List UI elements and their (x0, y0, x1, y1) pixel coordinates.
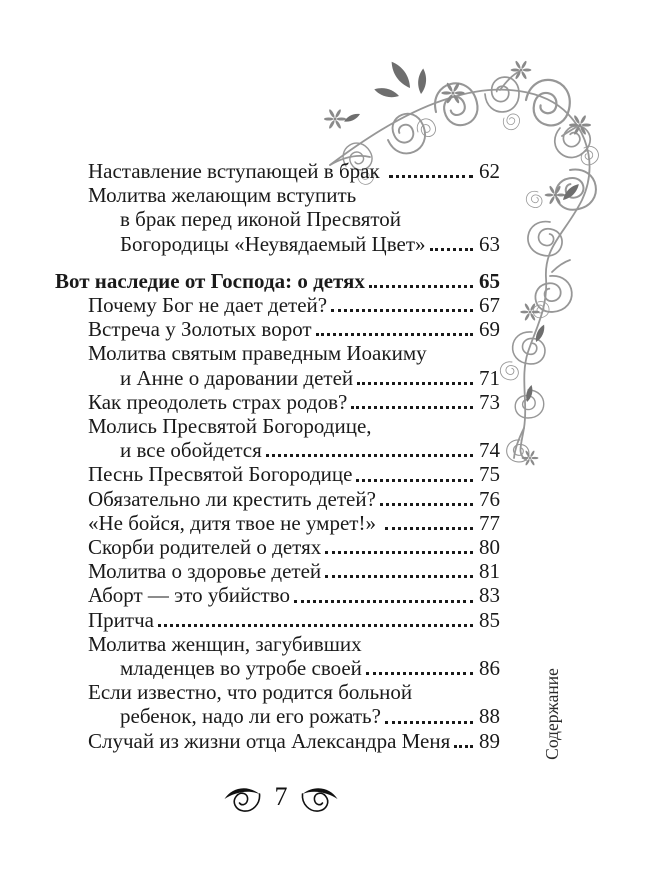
toc-entry-title: Молись Пресвятой Богородице, (88, 414, 372, 439)
toc-page-number: 73 (479, 389, 500, 414)
table-of-contents (55, 159, 500, 753)
toc-line (55, 183, 500, 207)
toc-entry (55, 183, 500, 256)
toc-entry-title: «Не бойся, дитя твое не умрет!» (88, 510, 382, 535)
toc-page-number: 63 (479, 231, 500, 256)
toc-line (55, 159, 500, 183)
toc-entry (55, 535, 500, 559)
toc-leader-dots (369, 285, 473, 288)
toc-entry-title: младенцев во утробе своей (120, 656, 362, 681)
toc-page-number: 62 (479, 159, 500, 183)
toc-line (55, 341, 500, 365)
toc-line (55, 462, 500, 486)
toc-entry (55, 608, 500, 632)
toc-entry-title: Аборт — это убийство (88, 583, 291, 608)
toc-entry-title: Молитва о здоровье детей (88, 559, 322, 584)
toc-entry-title: Если известно, что родится больной (88, 680, 413, 705)
toc-leader-dots (266, 454, 473, 457)
toc-page-number: 85 (479, 607, 500, 632)
chapter-tab-label: Содержание (542, 668, 562, 760)
toc-entry (55, 317, 500, 341)
toc-page-number: 76 (479, 486, 500, 511)
toc-entry-title: Случай из жизни отца Александра Меня (88, 728, 451, 753)
toc-line (55, 559, 500, 583)
toc-entry-title: и все обойдется (120, 438, 262, 463)
toc-page-number: 75 (479, 462, 500, 487)
toc-line (55, 317, 500, 341)
toc-page-number: 88 (479, 704, 500, 729)
toc-entry (55, 729, 500, 753)
toc-leader-dots (158, 624, 473, 627)
toc-page-number: 77 (479, 510, 500, 535)
toc-entry-title: ребенок, надо ли его рожать? (120, 704, 381, 729)
toc-page-number: 86 (479, 656, 500, 681)
toc-entry-title: Богородицы «Неувядаемый Цвет» (120, 231, 426, 256)
toc-line (55, 535, 500, 559)
toc-line (55, 269, 500, 293)
toc-leader-dots (385, 527, 473, 530)
toc-line (55, 632, 500, 656)
toc-leader-dots (385, 721, 473, 724)
toc-page-number: 74 (479, 438, 500, 463)
toc-leader-dots (366, 672, 473, 675)
toc-entry (55, 632, 500, 680)
page-number: 7 (274, 782, 288, 811)
toc-line (55, 414, 500, 438)
toc-page-number: 67 (479, 293, 500, 318)
toc-entry-title: в брак перед иконой Пресвятой (120, 207, 402, 232)
toc-entry-title: Молитва святым праведным Иоакиму (88, 341, 427, 366)
footer-swirl-left-icon (224, 784, 262, 814)
toc-entry-title: Молитва желающим вступить (88, 183, 357, 208)
toc-page-number: 83 (479, 583, 500, 608)
toc-page-number: 81 (479, 559, 500, 584)
toc-entry-title: Как преодолеть страх родов? (88, 389, 348, 414)
toc-line (55, 293, 500, 317)
toc-entry-title: Песнь Пресвятой Богородице (88, 462, 353, 487)
toc-line (55, 608, 500, 632)
toc-entry (55, 293, 500, 317)
toc-page-number: 71 (479, 365, 500, 390)
toc-entry (55, 583, 500, 607)
toc-line (55, 438, 500, 462)
toc-entry (55, 159, 500, 183)
toc-entry (55, 390, 500, 414)
toc-leader-dots (351, 406, 473, 409)
toc-page-number: 89 (479, 728, 500, 753)
toc-entry-title: и Анне о даровании детей (120, 365, 354, 390)
toc-leader-dots (325, 551, 473, 554)
toc-leader-dots (454, 745, 473, 748)
toc-entry-title: Наставление вступающей в брак (88, 159, 385, 183)
toc-line (55, 487, 500, 511)
toc-line (55, 366, 500, 390)
footer-swirl-right-icon (301, 784, 339, 814)
toc-page-number: 65 (479, 268, 500, 293)
toc-line (55, 704, 500, 728)
toc-entry-title: Скорби родителей о детях (88, 535, 322, 560)
toc-entry (55, 680, 500, 728)
toc-leader-dots (380, 503, 473, 506)
page-footer (224, 782, 339, 816)
toc-entry (55, 487, 500, 511)
toc-entry (55, 341, 500, 389)
toc-line (55, 232, 500, 256)
toc-leader-dots (357, 382, 473, 385)
toc-entry-title: Молитва женщин, загубивших (88, 631, 362, 656)
toc-line (55, 680, 500, 704)
toc-line (55, 207, 500, 231)
toc-entry-title: Притча (88, 607, 154, 632)
toc-entry-title: Встреча у Золотых ворот (88, 317, 312, 342)
toc-entry (55, 414, 500, 462)
toc-line (55, 583, 500, 607)
toc-leader-dots (294, 600, 473, 603)
toc-leader-dots (389, 175, 473, 178)
toc-entry-title: Обязательно ли крестить детей? (88, 486, 376, 511)
toc-leader-dots (356, 479, 473, 482)
toc-line (55, 390, 500, 414)
toc-leader-dots (325, 575, 473, 578)
toc-leader-dots (331, 309, 473, 312)
toc-line (55, 729, 500, 753)
toc-line (55, 656, 500, 680)
toc-leader-dots (430, 248, 474, 251)
toc-line (55, 511, 500, 535)
toc-section-entry (55, 269, 500, 293)
toc-entry (55, 559, 500, 583)
toc-entry-title: Вот наследие от Господа: о детях (55, 268, 365, 293)
toc-entry (55, 462, 500, 486)
toc-page-number: 80 (479, 535, 500, 560)
toc-page-number: 69 (479, 317, 500, 342)
toc-entry-title: Почему Бог не дает детей? (88, 293, 328, 318)
toc-entry (55, 511, 500, 535)
toc-leader-dots (316, 333, 473, 336)
